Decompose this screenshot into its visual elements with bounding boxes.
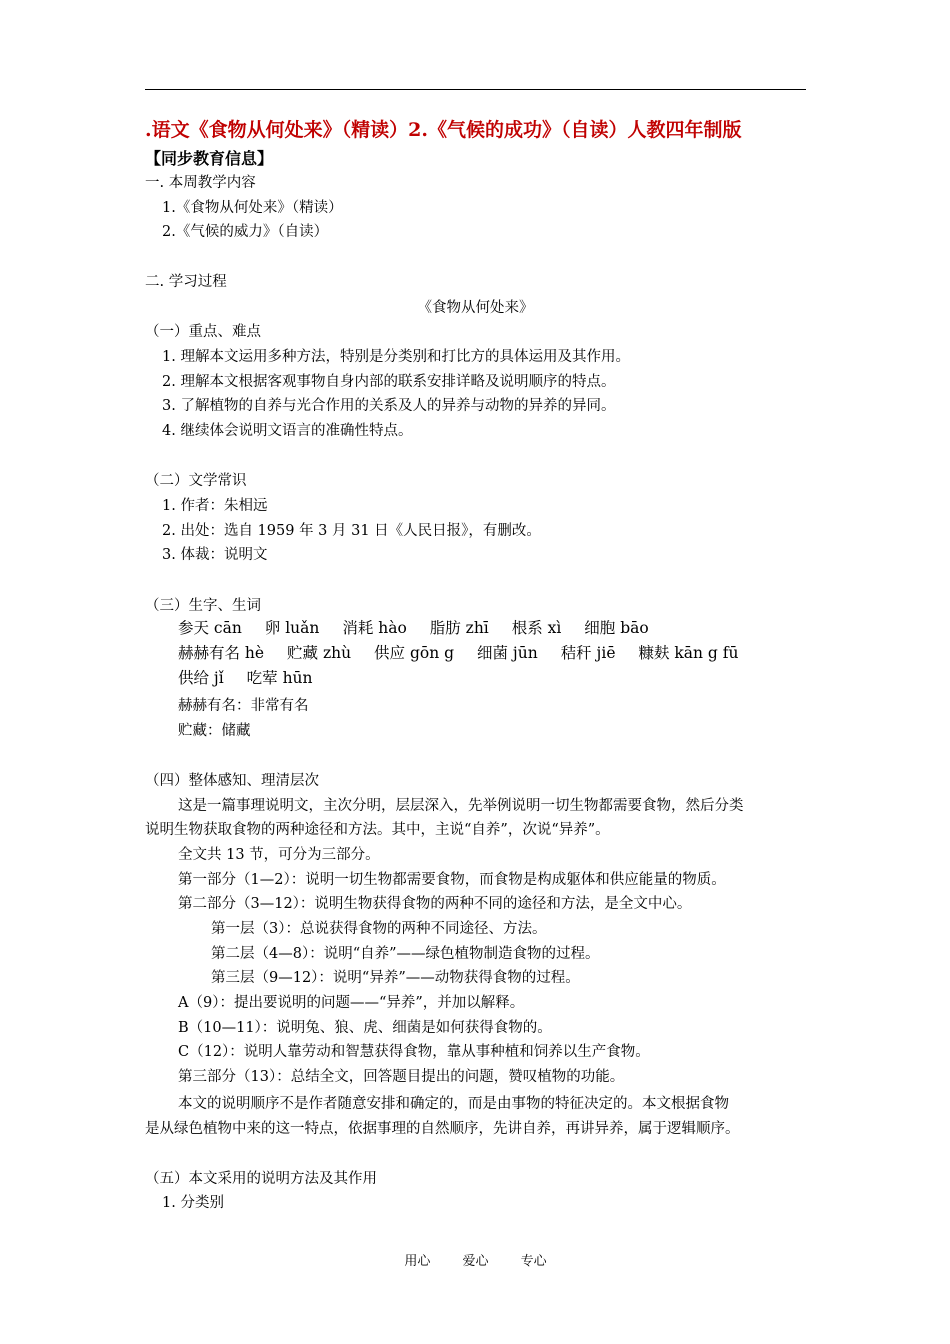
vocab-item: 供应 gōn g <box>374 644 455 662</box>
part1-item: 1. 理解本文运用多种方法，特别是分类别和打比方的具体运用及其作用。 <box>162 349 630 365</box>
paragraph-line: C（12）：说明人靠劳动和智慧获得食物，靠从事种植和饲养以生产食物。 <box>178 1044 650 1060</box>
part2-item: 3. 体裁：说明文 <box>162 547 268 563</box>
vocab-item: 消耗 hào <box>342 619 407 637</box>
part1-item: 4. 继续体会说明文语言的准确性特点。 <box>162 423 413 439</box>
part5-heading: （五）本文采用的说明方法及其作用 <box>145 1171 377 1187</box>
vocab-item: 卵 luǎn <box>264 619 320 637</box>
part2-item: 2. 出处：选自 1959 年 3 月 31 日《人民日报》，有删改。 <box>162 523 541 539</box>
vocab-definition: 贮藏：储藏 <box>178 723 251 739</box>
vocab-item: 脂肪 zhī <box>429 619 489 637</box>
vocab-row <box>178 619 649 637</box>
document-title: .语文《食物从何处来》（精读）2.《气候的成功》（自读）人教四年制版 <box>145 119 742 141</box>
footer-word: 专心 <box>520 1254 547 1269</box>
part5-item: 1. 分类别 <box>162 1195 224 1211</box>
sec1-item: 2.《气候的威力》（自读） <box>162 224 329 240</box>
vocab-item: 参天 cān <box>178 619 242 637</box>
paragraph-line: A（9）：提出要说明的问题——“异养”，并加以解释。 <box>178 995 525 1011</box>
paragraph-line: 第二部分（3—12）：说明生物获得食物的两种不同的途径和方法，是全文中心。 <box>178 896 692 912</box>
part2-heading: （二）文学常识 <box>145 473 247 489</box>
vocab-item: 赫赫有名 hè <box>178 644 265 662</box>
vocab-item: 贮藏 zhù <box>287 644 352 662</box>
page-footer <box>145 1250 806 1269</box>
part2-item: 1. 作者：朱相远 <box>162 498 268 514</box>
footer-word: 爱心 <box>462 1254 489 1269</box>
lesson-subtitle: 《食物从何处来》 <box>417 300 534 316</box>
layer-line: 第一层（3）：总说获得食物的两种不同途径、方法。 <box>211 921 547 937</box>
paragraph-line: 说明生物获取食物的两种途径和方法。其中，主说“自养”，次说“异养”。 <box>145 822 610 838</box>
part1-heading: （一）重点、难点 <box>145 324 261 340</box>
paragraph-line: 第三部分（13）：总结全文，回答题目提出的问题，赞叹植物的功能。 <box>178 1069 625 1085</box>
part4-heading: （四）整体感知、理清层次 <box>145 773 319 789</box>
vocab-row <box>178 669 313 687</box>
vocab-item: 根系 xì <box>511 619 562 637</box>
sec1-heading: 一. 本周教学内容 <box>145 175 256 191</box>
paragraph-line: 本文的说明顺序不是作者随意安排和确定的，而是由事物的特征决定的。本文根据食物 <box>178 1096 729 1112</box>
section-label: 【同步教育信息】 <box>145 149 274 168</box>
vocab-item: 吃荤 hūn <box>246 669 313 687</box>
footer-word: 用心 <box>404 1254 431 1269</box>
paragraph-line: B（10—11）：说明兔、狼、虎、细菌是如何获得食物的。 <box>178 1020 552 1036</box>
vocab-item: 糠麸 kān g fū <box>638 644 739 662</box>
vocab-row <box>178 644 738 662</box>
vocab-item: 细菌 jūn <box>476 644 538 662</box>
vocab-item: 供给 jǐ <box>178 669 224 687</box>
paragraph-line: 是从绿色植物中来的这一特点，依据事理的自然顺序，先讲自养，再讲异养，属于逻辑顺序。 <box>145 1121 740 1137</box>
sec1-item: 1.《食物从何处来》（精读） <box>162 200 343 216</box>
sec2-heading: 二. 学习过程 <box>145 274 227 290</box>
part1-item: 3. 了解植物的自养与光合作用的关系及人的异养与动物的异养的异同。 <box>162 398 616 414</box>
part1-item: 2. 理解本文根据客观事物自身内部的联系安排详略及说明顺序的特点。 <box>162 374 616 390</box>
layer-line: 第二层（4—8）：说明“自养”——绿色植物制造食物的过程。 <box>211 946 600 962</box>
layer-line: 第三层（9—12）：说明“异养”——动物获得食物的过程。 <box>211 970 580 986</box>
vocab-item: 细胞 bāo <box>584 619 649 637</box>
paragraph-line: 第一部分（1—2）：说明一切生物都需要食物，而食物是构成躯体和供应能量的物质。 <box>178 872 726 888</box>
part3-heading: （三）生字、生词 <box>145 598 261 614</box>
vocab-item: 秸秆 jiē <box>560 644 616 662</box>
paragraph-line: 这是一篇事理说明文，主次分明，层层深入，先举例说明一切生物都需要食物，然后分类 <box>178 798 744 814</box>
vocab-definition: 赫赫有名：非常有名 <box>178 698 309 714</box>
paragraph-line: 全文共 13 节，可分为三部分。 <box>178 847 380 863</box>
header-rule <box>145 89 806 90</box>
